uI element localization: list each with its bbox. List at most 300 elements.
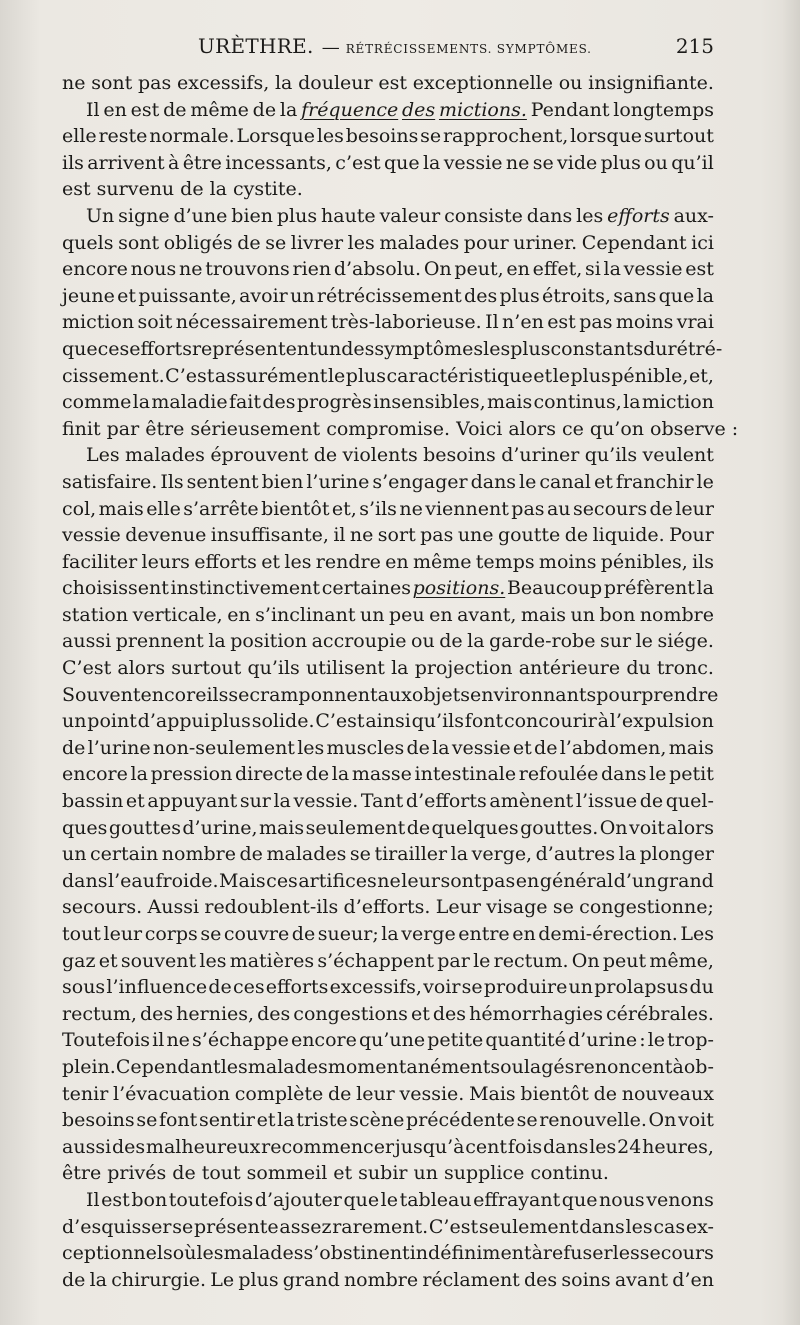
word: une xyxy=(457,524,494,547)
word: tableau xyxy=(399,1188,472,1211)
word: bon xyxy=(599,603,636,626)
word: préfèrent xyxy=(603,577,695,600)
word: plus xyxy=(600,151,641,174)
word: On xyxy=(423,258,452,281)
word: cas xyxy=(653,1215,686,1238)
word: haute xyxy=(321,204,376,227)
word: malades xyxy=(125,444,205,467)
word: assez xyxy=(279,1215,332,1238)
word: où xyxy=(172,1242,197,1265)
text-line xyxy=(62,1107,714,1134)
word: la xyxy=(623,391,641,414)
word: de xyxy=(163,98,187,121)
word: projection xyxy=(414,657,513,680)
word: symptômes xyxy=(374,337,484,360)
word: pour xyxy=(596,683,642,706)
word: la xyxy=(130,763,148,786)
word: voit xyxy=(677,1109,714,1132)
word: des xyxy=(341,337,375,360)
word: le xyxy=(647,1029,666,1052)
word: l’abdomen, xyxy=(559,736,667,759)
word: et xyxy=(533,364,553,387)
word: des xyxy=(524,1268,558,1291)
word: vide xyxy=(557,151,598,174)
word: plus xyxy=(238,1268,279,1291)
word: chirurgie. xyxy=(111,1268,207,1291)
word: d’un xyxy=(613,869,657,892)
word: sont xyxy=(118,231,160,254)
word: font xyxy=(158,1109,198,1132)
word: souvent xyxy=(120,949,197,972)
header-dash: — xyxy=(321,37,340,58)
word: aux- xyxy=(673,204,714,227)
word: se xyxy=(420,125,442,148)
word: d’efforts. xyxy=(343,896,431,919)
word: dans xyxy=(62,869,108,892)
text-line xyxy=(62,1081,714,1108)
word: et xyxy=(593,470,613,493)
word: quantité xyxy=(485,1029,566,1052)
word: arrivent xyxy=(87,151,165,174)
word: insuffisante, xyxy=(210,524,329,547)
word: cystite. xyxy=(233,178,303,201)
word: en xyxy=(385,550,409,573)
word: Leur xyxy=(435,896,481,919)
word: d’absolu. xyxy=(333,258,422,281)
word: C’est xyxy=(165,364,215,387)
word: normale. xyxy=(149,125,235,148)
word: les xyxy=(589,1135,617,1158)
word: plein. xyxy=(62,1055,116,1078)
word: c’est xyxy=(335,151,381,174)
word: les xyxy=(612,1242,640,1265)
word: qu’ils xyxy=(247,657,300,680)
word: le xyxy=(327,364,346,387)
word: ils xyxy=(206,683,229,706)
word: masse xyxy=(351,763,412,786)
word: tenir xyxy=(62,1082,109,1105)
word: sont xyxy=(440,869,482,892)
word: elle xyxy=(146,497,181,520)
word: et, xyxy=(688,364,714,387)
word: peut, xyxy=(454,258,504,281)
word: ne xyxy=(399,497,423,520)
word: artifices xyxy=(298,869,377,892)
word: l’urine xyxy=(306,470,370,493)
word: la xyxy=(132,391,151,414)
word: toutefois xyxy=(168,1188,254,1211)
word: position xyxy=(230,630,308,653)
word: couvre xyxy=(223,923,290,945)
text-line xyxy=(62,894,714,921)
word: il xyxy=(152,1029,165,1052)
word: miction xyxy=(641,391,714,414)
word: canal xyxy=(539,470,591,493)
word: l’urine xyxy=(87,736,151,759)
word: se xyxy=(349,843,371,866)
word: constants xyxy=(550,337,644,360)
word: des xyxy=(464,284,498,307)
word: C’est xyxy=(428,1215,479,1238)
word: soit xyxy=(137,311,173,334)
word: en xyxy=(429,603,453,626)
word: refuser xyxy=(542,1242,613,1265)
text-line xyxy=(62,70,714,97)
word: se xyxy=(265,231,287,254)
word: ques xyxy=(62,816,108,839)
word: ce xyxy=(562,417,584,440)
word: ou xyxy=(558,72,583,94)
word: à xyxy=(672,1055,684,1078)
word: veulent xyxy=(642,444,714,467)
word: du xyxy=(626,657,651,680)
word: : xyxy=(639,1029,646,1052)
word: être xyxy=(182,151,222,174)
word: les xyxy=(576,204,604,227)
word: entre xyxy=(458,923,510,945)
word: la xyxy=(331,763,350,786)
word: mais xyxy=(520,603,567,626)
word: sérieusement xyxy=(190,417,321,440)
text-line xyxy=(62,761,714,788)
word: elle xyxy=(62,125,97,148)
word: : xyxy=(731,417,739,440)
word: continu. xyxy=(530,1162,609,1185)
word: d’urine xyxy=(568,1029,638,1052)
text-line xyxy=(62,203,714,230)
word: liquide. xyxy=(592,524,665,547)
word: pour xyxy=(463,231,509,254)
word: d’uriner xyxy=(501,444,580,467)
word: du xyxy=(689,976,714,999)
word: antérieure xyxy=(518,657,621,680)
word: survenu xyxy=(96,178,175,201)
word: ob- xyxy=(683,1055,714,1078)
word: représentent xyxy=(191,337,317,360)
word: ne xyxy=(377,869,401,892)
word: par xyxy=(437,949,470,972)
running-head xyxy=(62,34,714,64)
word: sont xyxy=(91,72,133,94)
word: On xyxy=(648,1109,677,1132)
word: dans xyxy=(600,763,647,786)
word: prolapsus xyxy=(594,976,689,999)
word: en xyxy=(506,258,530,281)
word: cramponnent xyxy=(249,683,378,706)
word: grand xyxy=(282,1268,340,1291)
word: les xyxy=(625,1215,653,1238)
word: l’eau xyxy=(108,869,155,892)
word: s’ils xyxy=(359,497,397,520)
word: Il xyxy=(86,1188,100,1211)
word: visage xyxy=(486,896,548,919)
word: matières xyxy=(229,949,315,972)
word: se xyxy=(136,1109,158,1132)
text-line xyxy=(62,363,714,390)
word: plus xyxy=(276,204,318,227)
word: vessie xyxy=(62,524,121,547)
word: du xyxy=(643,337,668,360)
word: alors xyxy=(508,417,557,440)
word: consiste xyxy=(444,204,523,227)
word: voir xyxy=(423,976,461,999)
word: rarement. xyxy=(332,1215,429,1238)
word: de xyxy=(172,1162,196,1185)
word: ne xyxy=(179,258,203,281)
word: muscles xyxy=(326,736,405,759)
word: et xyxy=(512,736,532,759)
word: verge, xyxy=(471,843,533,866)
section-subtitle: RÉTRÉCISSEMENTS. SYMPTÔMES. xyxy=(345,42,592,56)
word: Le xyxy=(210,1268,235,1291)
word: besoins xyxy=(62,1109,135,1132)
word: jeune xyxy=(62,284,115,307)
word: ces xyxy=(232,976,265,999)
word: ceptionnels xyxy=(62,1242,173,1265)
text-line xyxy=(62,309,714,336)
word: le xyxy=(473,949,491,972)
word: siége. xyxy=(657,630,714,653)
word: mais xyxy=(258,816,305,839)
word: sueur; xyxy=(317,923,379,945)
text-line xyxy=(62,416,739,443)
word: choisissent xyxy=(62,577,169,600)
text-line xyxy=(62,336,723,363)
word: nouveaux xyxy=(621,1082,714,1105)
word: prendre xyxy=(641,683,719,706)
word: d’urine, xyxy=(182,816,258,839)
word: renoncent xyxy=(574,1055,673,1078)
word: la xyxy=(381,923,399,945)
word: la xyxy=(273,790,291,813)
word: privés xyxy=(107,1162,167,1185)
word: reste xyxy=(98,125,148,148)
word: de xyxy=(439,630,463,653)
word: caractéristique xyxy=(386,364,533,387)
word: en xyxy=(227,603,251,626)
word: petit xyxy=(669,763,714,786)
word: plus xyxy=(570,364,611,387)
word: aussi xyxy=(62,630,112,653)
word: de xyxy=(313,444,338,467)
word: indéfiniment xyxy=(409,1242,532,1265)
word: de xyxy=(252,98,277,121)
word: fois xyxy=(507,1135,543,1158)
word: besoins xyxy=(423,444,496,467)
word: insignifiante. xyxy=(588,72,714,94)
word: les xyxy=(284,550,312,573)
word: se xyxy=(532,151,554,174)
word: de xyxy=(406,816,431,839)
word: observe xyxy=(650,417,726,440)
word: s’échappent xyxy=(317,949,435,972)
word: au xyxy=(546,497,571,520)
word: les xyxy=(199,949,227,972)
word: de xyxy=(327,1082,352,1105)
word: la xyxy=(274,72,293,94)
word: corps xyxy=(144,923,198,945)
word: des xyxy=(257,1002,291,1025)
word: pression xyxy=(150,763,233,786)
word: de xyxy=(305,763,330,786)
word: Aussi xyxy=(147,896,200,919)
word: malades xyxy=(247,1055,328,1078)
text-line xyxy=(62,150,714,177)
chapter-title: URÈTHRE. xyxy=(198,34,314,58)
word: sommeil xyxy=(246,1162,328,1185)
word: sentir xyxy=(198,1109,255,1132)
word: verge xyxy=(401,923,456,945)
word: avant xyxy=(614,1268,669,1291)
text-line xyxy=(62,1134,714,1161)
word: intestinale xyxy=(414,763,517,786)
word: bientôt xyxy=(520,1082,589,1105)
word: Toutefois xyxy=(62,1029,151,1052)
word: froide. xyxy=(155,869,219,892)
word: utilisent xyxy=(305,657,385,680)
word: excessifs, xyxy=(329,976,422,999)
word: un xyxy=(62,710,87,733)
word: obligés xyxy=(163,231,233,254)
word: col, xyxy=(62,497,97,520)
word: à xyxy=(168,151,180,174)
word: Mais xyxy=(469,1082,516,1105)
word: très-laborieuse. xyxy=(330,311,482,334)
word: redoublent-ils xyxy=(204,896,339,919)
text-line xyxy=(62,230,714,257)
word: subir xyxy=(358,1162,408,1185)
word: bon xyxy=(131,1188,168,1211)
word: valeur xyxy=(379,204,441,227)
word: puissante, xyxy=(138,284,237,307)
word: d’autres xyxy=(535,843,616,866)
word: de xyxy=(564,524,589,547)
word: dans xyxy=(579,1215,625,1238)
word: vessie xyxy=(443,151,503,174)
word: sans xyxy=(613,284,657,307)
word: qu’ils xyxy=(584,444,638,467)
word: Cependant xyxy=(581,231,687,254)
word: qu’il xyxy=(671,151,714,174)
word: pénibles, xyxy=(600,550,688,573)
word: ou xyxy=(411,630,435,653)
word: la xyxy=(432,736,450,759)
word: de xyxy=(406,736,430,759)
word: et xyxy=(333,1162,353,1185)
word: ces xyxy=(266,869,298,892)
word: en xyxy=(515,869,540,892)
word: et xyxy=(98,949,118,972)
word: se xyxy=(228,683,250,706)
word: encore xyxy=(62,763,128,786)
text-line xyxy=(62,1001,714,1028)
word: d’ajouter xyxy=(254,1188,342,1211)
word: ne xyxy=(62,72,86,94)
text-line xyxy=(62,1187,714,1214)
word: nombre xyxy=(343,1268,419,1291)
word: tirailler xyxy=(374,843,448,866)
word: encore xyxy=(140,683,207,706)
word: Ils xyxy=(160,470,184,493)
word: de xyxy=(534,736,558,759)
text-line xyxy=(62,788,714,815)
word: qu’on xyxy=(589,417,645,440)
word: renouvelle. xyxy=(539,1109,647,1132)
word: Il xyxy=(485,311,499,334)
word: Un xyxy=(86,204,115,227)
word: un xyxy=(568,976,594,999)
word: surtout xyxy=(171,657,242,680)
word: cissement. xyxy=(62,364,165,387)
word: que xyxy=(62,337,98,360)
text-line xyxy=(62,1054,714,1081)
word: bien xyxy=(261,470,304,493)
word: et xyxy=(410,1002,430,1025)
word: secours xyxy=(572,497,648,520)
word: précédente xyxy=(406,1109,515,1132)
word: pas xyxy=(420,524,454,547)
word: en xyxy=(103,98,127,121)
word: venons xyxy=(646,1188,714,1211)
word: satisfaire. xyxy=(62,470,158,493)
word: le xyxy=(635,630,653,653)
word: progrès xyxy=(296,391,372,414)
word: miction xyxy=(62,311,135,334)
word: bien xyxy=(231,204,274,227)
word: signe xyxy=(118,204,170,227)
word: soins xyxy=(561,1268,611,1291)
word: sort xyxy=(377,524,416,547)
word: même xyxy=(412,550,472,573)
word: si xyxy=(585,258,601,281)
word: plonger xyxy=(639,843,714,866)
word: excessifs, xyxy=(177,72,270,94)
word: grand xyxy=(656,869,714,892)
word: malades xyxy=(266,843,347,866)
word: d’une xyxy=(173,204,228,227)
word: rapprochent, xyxy=(442,125,569,148)
text-line xyxy=(62,469,714,496)
word: s’engager xyxy=(372,470,468,493)
word: devenue xyxy=(125,524,207,547)
text-line xyxy=(62,1240,714,1267)
word: nécessairement xyxy=(175,311,328,334)
word: se xyxy=(461,976,483,999)
word: Cependant xyxy=(115,1055,221,1078)
word: le xyxy=(380,1188,398,1211)
word: heures, xyxy=(642,1135,714,1158)
word: avant, xyxy=(457,603,517,626)
word: vessie. xyxy=(399,1082,465,1105)
word: des xyxy=(139,1002,174,1025)
word: quels xyxy=(62,231,114,254)
text-line xyxy=(62,575,714,602)
word: garde-robe xyxy=(489,630,596,653)
word: goutte xyxy=(497,524,561,547)
word: se xyxy=(552,896,574,919)
word: sous xyxy=(62,976,106,999)
word: objets xyxy=(411,683,471,706)
word: les xyxy=(220,1055,248,1078)
word: nombre xyxy=(639,603,714,626)
word: Pendant xyxy=(530,98,610,121)
word: même xyxy=(190,98,249,121)
word: et xyxy=(125,790,145,813)
word: douleur xyxy=(298,72,373,94)
word: ne xyxy=(166,1029,190,1052)
word: tout xyxy=(62,923,101,945)
word: comme xyxy=(62,391,132,414)
